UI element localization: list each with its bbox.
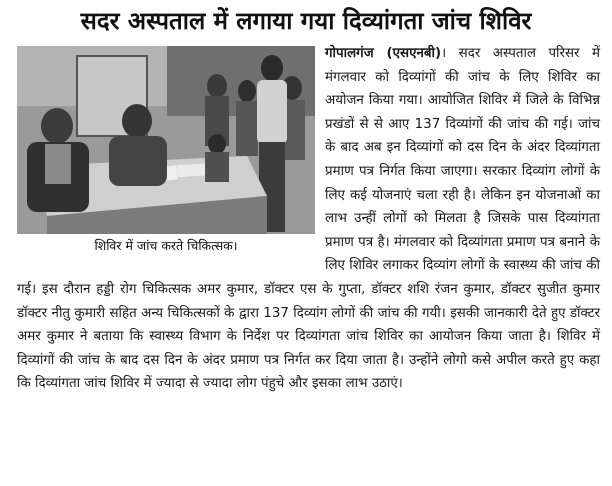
photo-caption: शिविर में जांच करते चिकित्सक।: [94, 238, 238, 253]
article-body: [17, 42, 600, 396]
dateline: गोपालगंज (एसएनबी): [325, 46, 442, 61]
photo-block: [17, 46, 315, 260]
news-photo: [17, 46, 315, 234]
photo-illustration: [17, 46, 315, 234]
article-text: । सदर अस्पताल परिसर में मंगलवार को दिव्यांगों की जांच के लिए शिविर का अयोजन किया गया। आयोजित शिविर में जिले के विभिन्न प्रखंडों से से आए 137 दिव्यांगों की जांच की गई। जांच के बाद अब इन दिव्यांगों को दस दिन के अंदर दिव्यांगता प्रमाण पत्र निर्गत किया जाएगा। सरकार दिव्यांग लोगों के लिए कई योजनाएं चला रही है। लेकिन इन योजनाओं का लाभ उन्हीं लोगों को मिलता है जिसके पास दिव्यांगता प्रमाण पत्र है। मंगलवार को दिव्यांगता प्रमाण पत्र बनाने के लिए शिविर लगाकर दिव्यांग लोगों के स्वास्थ्य की जांच की गई। इस दौरान हड्डी रोग चिकित्सक अमर कुमार, डॉक्टर एस के गुप्ता, डॉक्टर शशि रंजन कुमार, डॉक्टर सुजीत कुमार डॉक्टर नीतु कुमारी सहित अन्य चिकित्सकों के द्वारा 137 दिव्यांग लोगों की जांच की गयी। इसकी जानकारी देते हुए डॉक्टर अमर कुमार ने बताया कि स्वास्थ्य विभाग के निर्देश पर दिव्यांगता जांच शिविर का आयोजन किया जाता है। शिविर में दिव्यांगों की जांच के बाद दस दिन के अंदर प्रमाण पत्र निर्गत कर दिया जाता है। उन्होंने लोगो कसे अपील करते हुए कहा कि दिव्यांगता जांच शिविर में ज्यादा से ज्यादा लोग पंहुचे और इसका लाभ उठाएं।: [17, 46, 600, 392]
headline: सदर अस्पताल में लगाया गया दिव्यांगता जांच शिविर: [80, 7, 532, 35]
